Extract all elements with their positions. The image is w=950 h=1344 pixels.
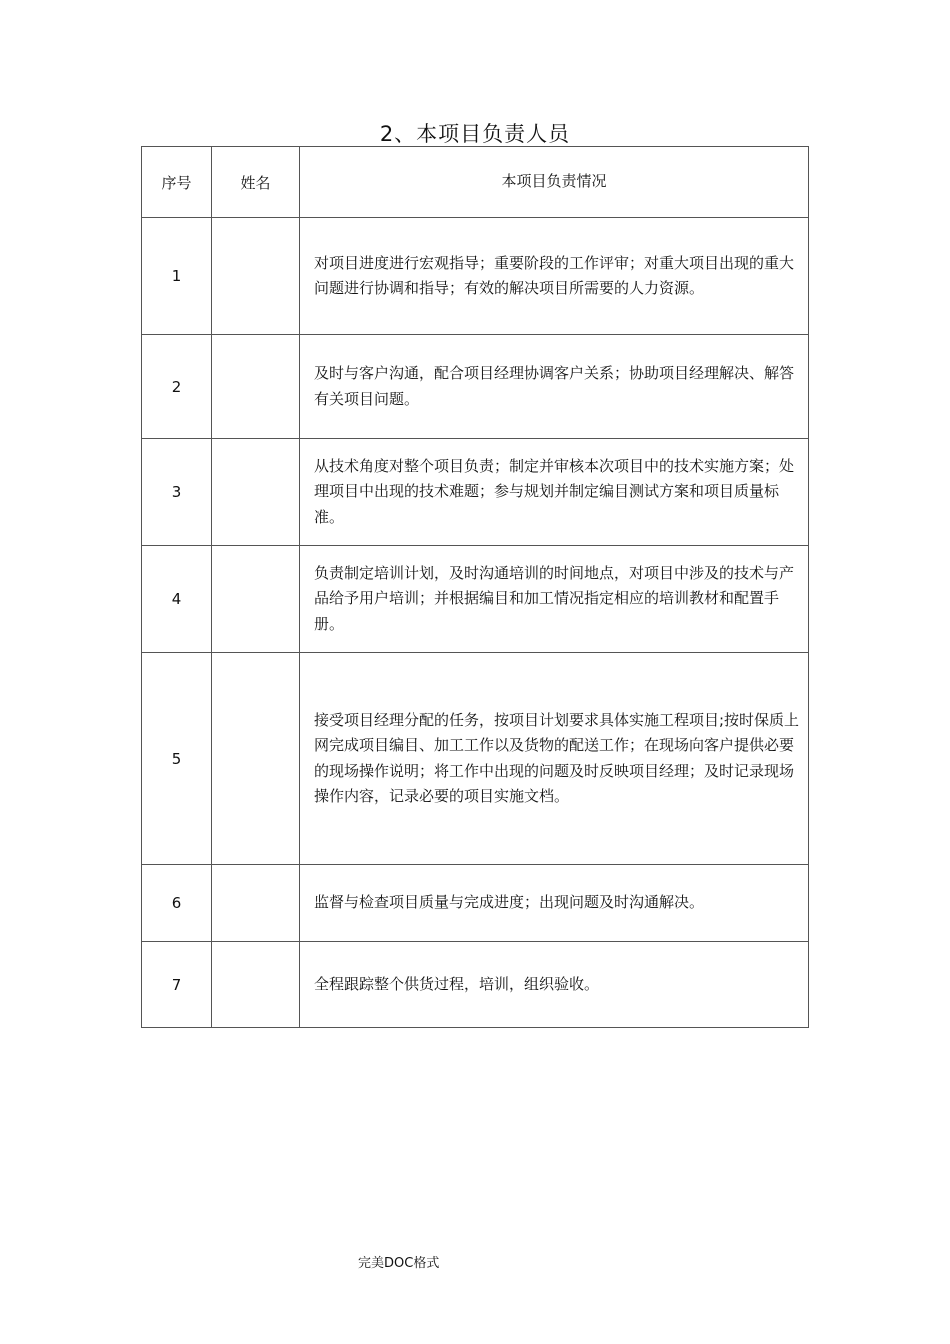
row-duty: 监督与检查项目质量与完成进度；出现问题及时沟通解决。 bbox=[300, 865, 809, 942]
row-duty: 接受项目经理分配的任务，按项目计划要求具体实施工程项目;按时保质上网完成项目编目、加工工作以及货物的配送工作；在现场向客户提供必要的现场操作说明；将工作中出现的问题及时反映项目经理；及时记录现场操作内容，记录必要的项目实施文档。 bbox=[300, 653, 809, 865]
row-index: 4 bbox=[142, 546, 212, 653]
row-index: 3 bbox=[142, 439, 212, 546]
section-title: 2、本项目负责人员 bbox=[379, 122, 571, 146]
row-duty: 及时与客户沟通，配合项目经理协调客户关系；协助项目经理解决、解答有关项目问题。 bbox=[300, 335, 809, 439]
row-index: 2 bbox=[142, 335, 212, 439]
row-name bbox=[212, 439, 300, 546]
row-name bbox=[212, 335, 300, 439]
row-name bbox=[212, 546, 300, 653]
header-duty: 本项目负责情况 bbox=[300, 147, 809, 218]
row-index: 7 bbox=[142, 942, 212, 1028]
row-duty: 对项目进度进行宏观指导；重要阶段的工作评审；对重大项目出现的重大问题进行协调和指导；有效的解决项目所需要的人力资源。 bbox=[300, 218, 809, 335]
header-index: 序号 bbox=[142, 147, 212, 218]
row-index: 5 bbox=[142, 653, 212, 865]
table-header-row bbox=[142, 147, 809, 218]
header-name: 姓名 bbox=[212, 147, 300, 218]
row-name bbox=[212, 653, 300, 865]
responsibility-table bbox=[141, 146, 809, 1028]
row-duty: 全程跟踪整个供货过程，培训，组织验收。 bbox=[300, 942, 809, 1028]
table-row bbox=[142, 546, 809, 653]
row-index: 1 bbox=[142, 218, 212, 335]
row-name bbox=[212, 942, 300, 1028]
table-row bbox=[142, 653, 809, 865]
row-name bbox=[212, 865, 300, 942]
row-duty: 负责制定培训计划，及时沟通培训的时间地点，对项目中涉及的技术与产品给予用户培训；并根据编目和加工情况指定相应的培训教材和配置手册。 bbox=[300, 546, 809, 653]
table-row bbox=[142, 335, 809, 439]
table-row bbox=[142, 942, 809, 1028]
footer-text: 完美DOC格式 bbox=[358, 1256, 440, 1271]
table-row bbox=[142, 218, 809, 335]
table-row bbox=[142, 865, 809, 942]
row-name bbox=[212, 218, 300, 335]
row-index: 6 bbox=[142, 865, 212, 942]
table-row bbox=[142, 439, 809, 546]
row-duty: 从技术角度对整个项目负责；制定并审核本次项目中的技术实施方案；处理项目中出现的技术难题；参与规划并制定编目测试方案和项目质量标准。 bbox=[300, 439, 809, 546]
